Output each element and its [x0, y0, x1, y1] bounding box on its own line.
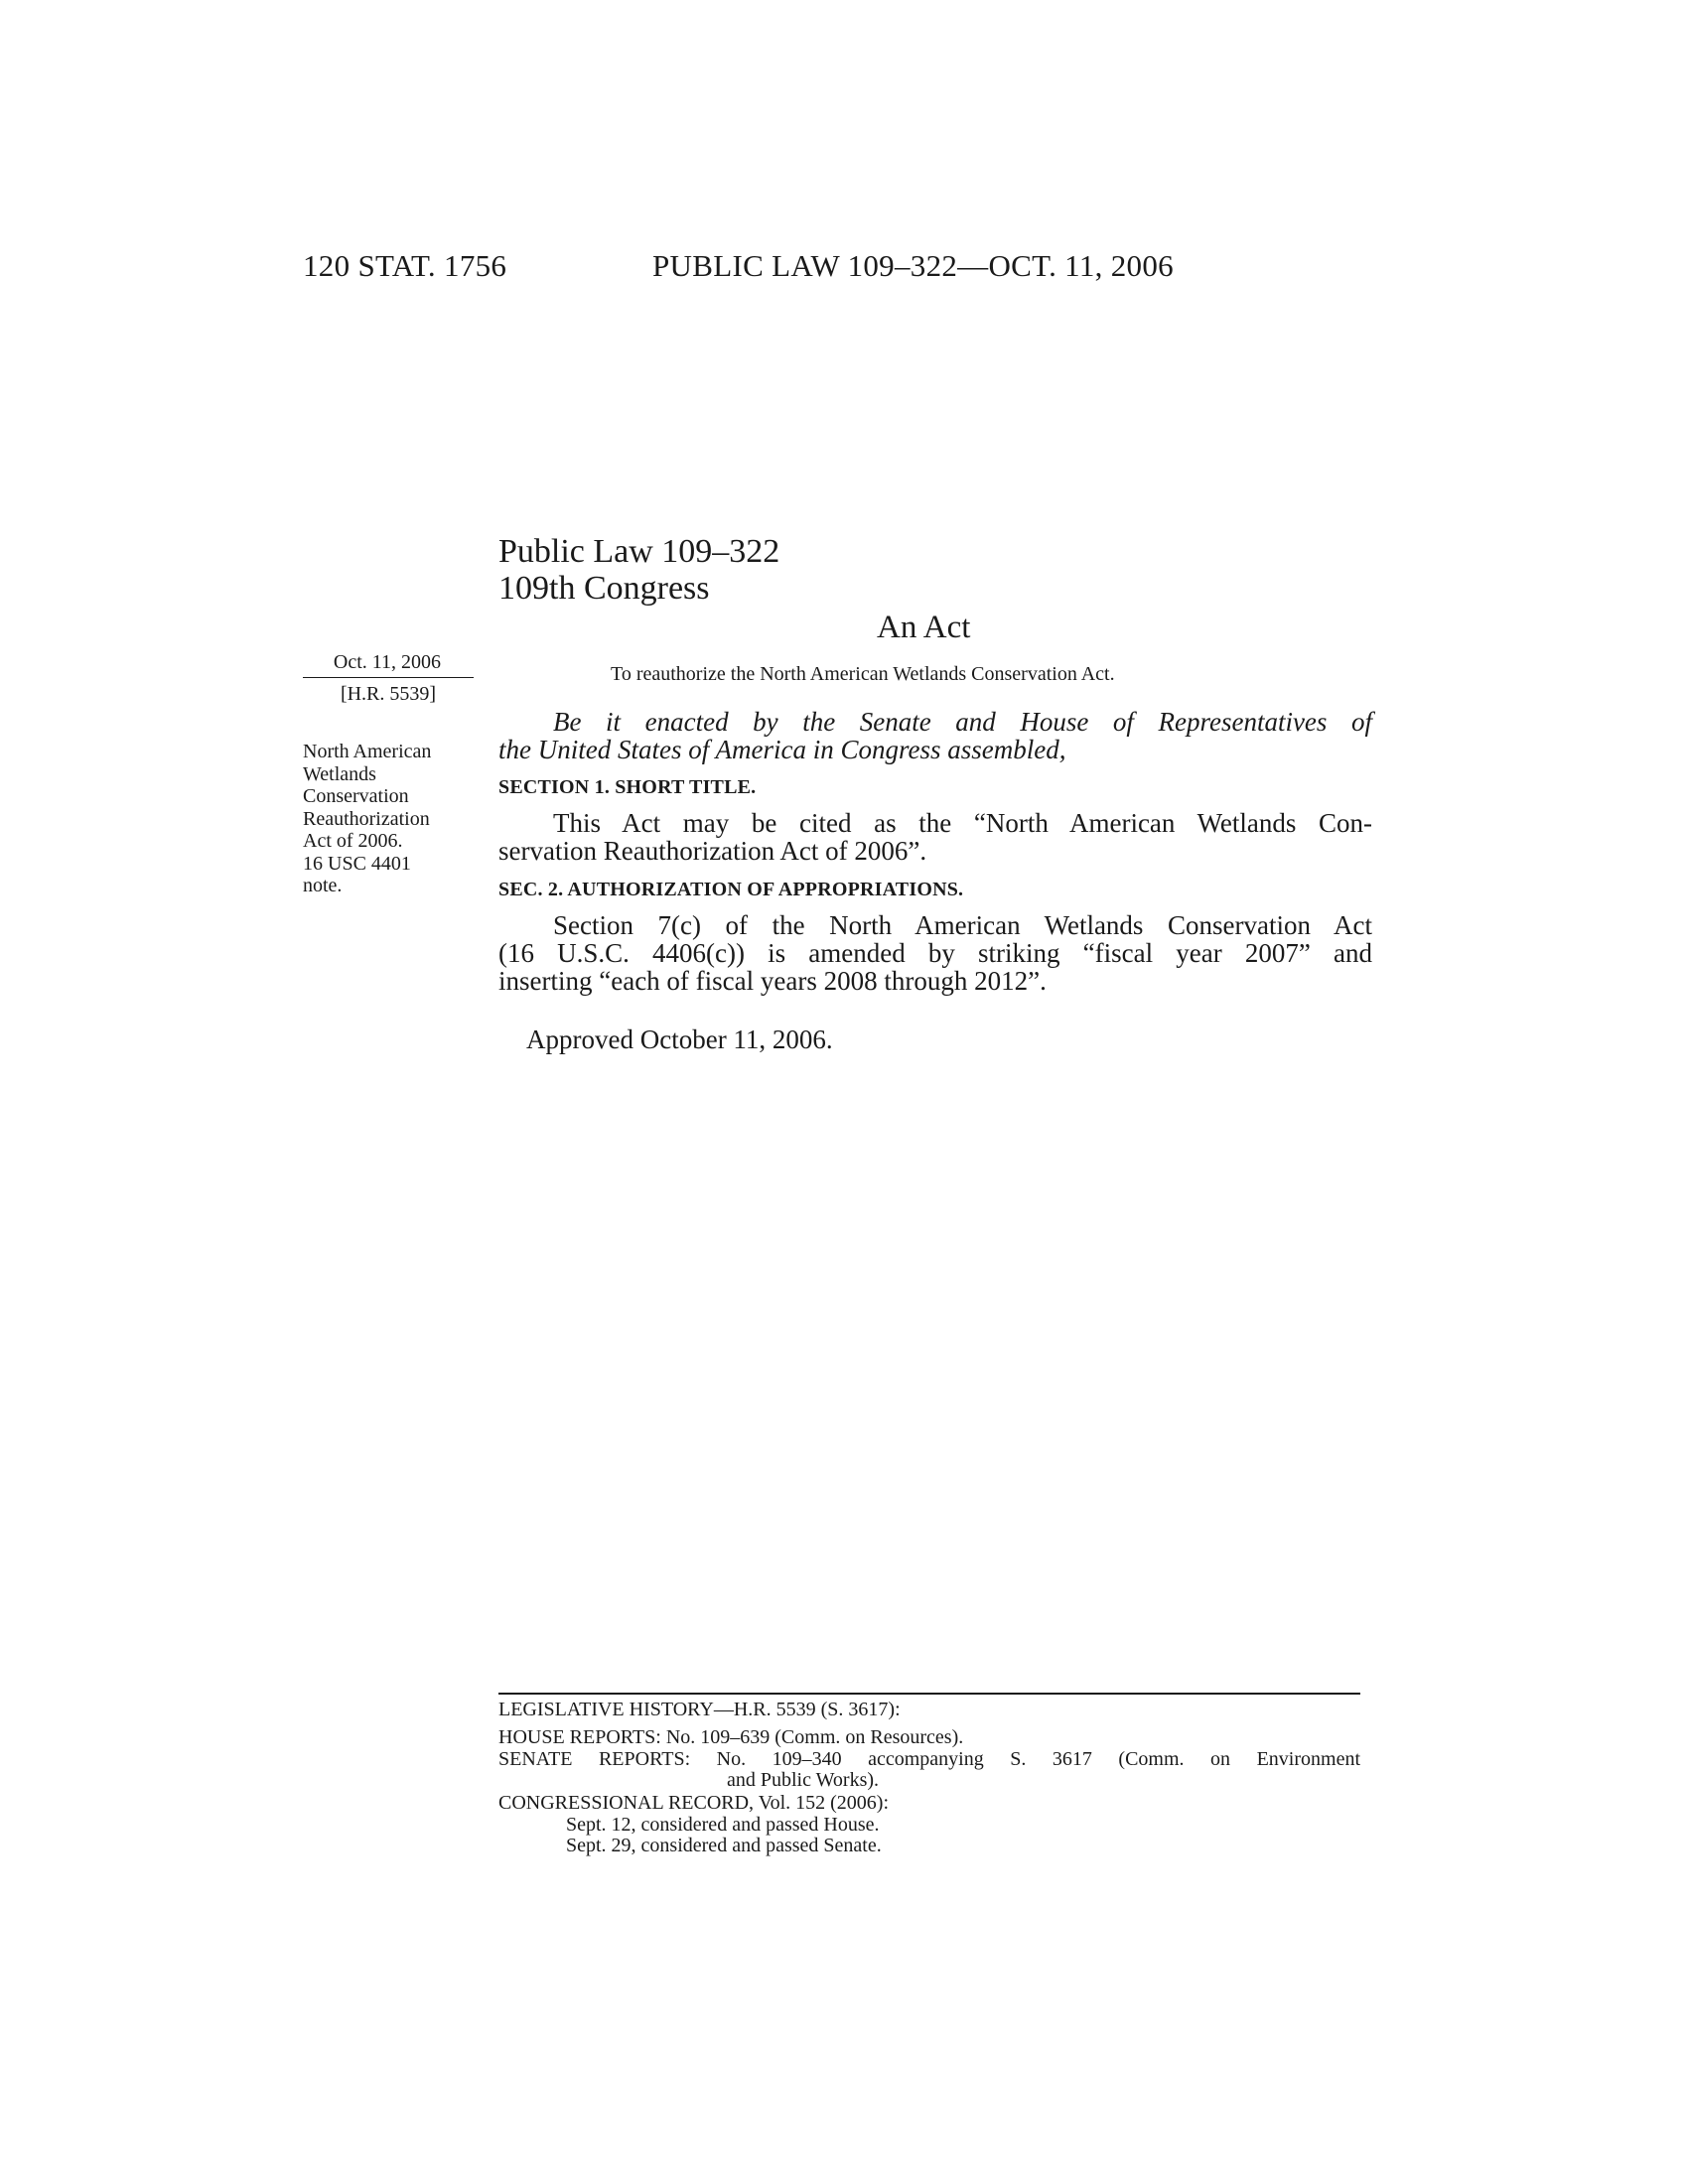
margin-rule — [303, 677, 474, 678]
act-purpose: To reauthorize the North American Wetlands Conservation Act. — [611, 663, 1115, 685]
side-note-line: Reauthorization — [303, 807, 430, 830]
side-note-line: Wetlands — [303, 762, 376, 785]
senate-reports-line: SENATE REPORTS: No. 109–340 accompanying S. 3617 (Comm. on Environment — [498, 1748, 1360, 1770]
house-reports: HOUSE REPORTS: No. 109–639 (Comm. on Resources). — [498, 1726, 964, 1748]
house-action: Sept. 12, considered and passed House. — [566, 1814, 880, 1836]
law-title: Public Law 109–322 — [498, 533, 780, 570]
senate-reports-line: and Public Works). — [727, 1769, 880, 1791]
margin-date: Oct. 11, 2006 — [333, 651, 442, 673]
stat-page-number: 120 STAT. 1756 — [303, 248, 507, 283]
section-2-heading: SEC. 2. AUTHORIZATION OF APPROPRIATIONS. — [498, 879, 964, 900]
side-note-line: North American — [303, 741, 432, 762]
section-1-text — [498, 809, 1372, 865]
side-note-line: 16 USC 4401 — [303, 852, 411, 875]
congressional-record: CONGRESSIONAL RECORD, Vol. 152 (2006): — [498, 1792, 889, 1814]
legislative-history-title: LEGISLATIVE HISTORY—H.R. 5539 (S. 3617): — [498, 1699, 901, 1720]
section-2-line: (16 U.S.C. 4406(c)) is amended by striking “fiscal year 2007” and — [498, 938, 1372, 968]
footer-rule — [498, 1693, 1360, 1695]
section-1-heading: SECTION 1. SHORT TITLE. — [498, 776, 757, 798]
side-note-line: note. — [303, 875, 343, 896]
section-1-line: This Act may be cited as the “North American Wetlands Con- — [553, 808, 1372, 838]
margin-bill-number: [H.R. 5539] — [340, 683, 437, 705]
congress-label: 109th Congress — [498, 570, 710, 607]
side-note-line: Act of 2006. — [303, 830, 403, 852]
section-1-line: servation Reauthorization Act of 2006”. — [498, 836, 927, 866]
running-head-title: PUBLIC LAW 109–322—OCT. 11, 2006 — [652, 248, 1174, 283]
section-2-text — [498, 911, 1372, 995]
enacting-clause-line: Be it enacted by the Senate and House of Representatives of — [553, 707, 1372, 737]
side-note-line: Conservation — [303, 785, 409, 807]
an-act-heading: An Act — [877, 610, 971, 645]
margin-side-note — [303, 741, 477, 897]
senate-reports — [498, 1749, 1360, 1791]
enacting-clause-line: the United States of America in Congress assembled, — [498, 735, 1066, 764]
enacting-clause — [498, 708, 1372, 763]
section-2-line: inserting “each of fiscal years 2008 through 2012”. — [498, 966, 1047, 996]
senate-action: Sept. 29, considered and passed Senate. — [566, 1835, 882, 1856]
section-2-line: Section 7(c) of the North American Wetlands Conservation Act — [553, 910, 1372, 940]
approval-date: Approved October 11, 2006. — [526, 1024, 833, 1054]
